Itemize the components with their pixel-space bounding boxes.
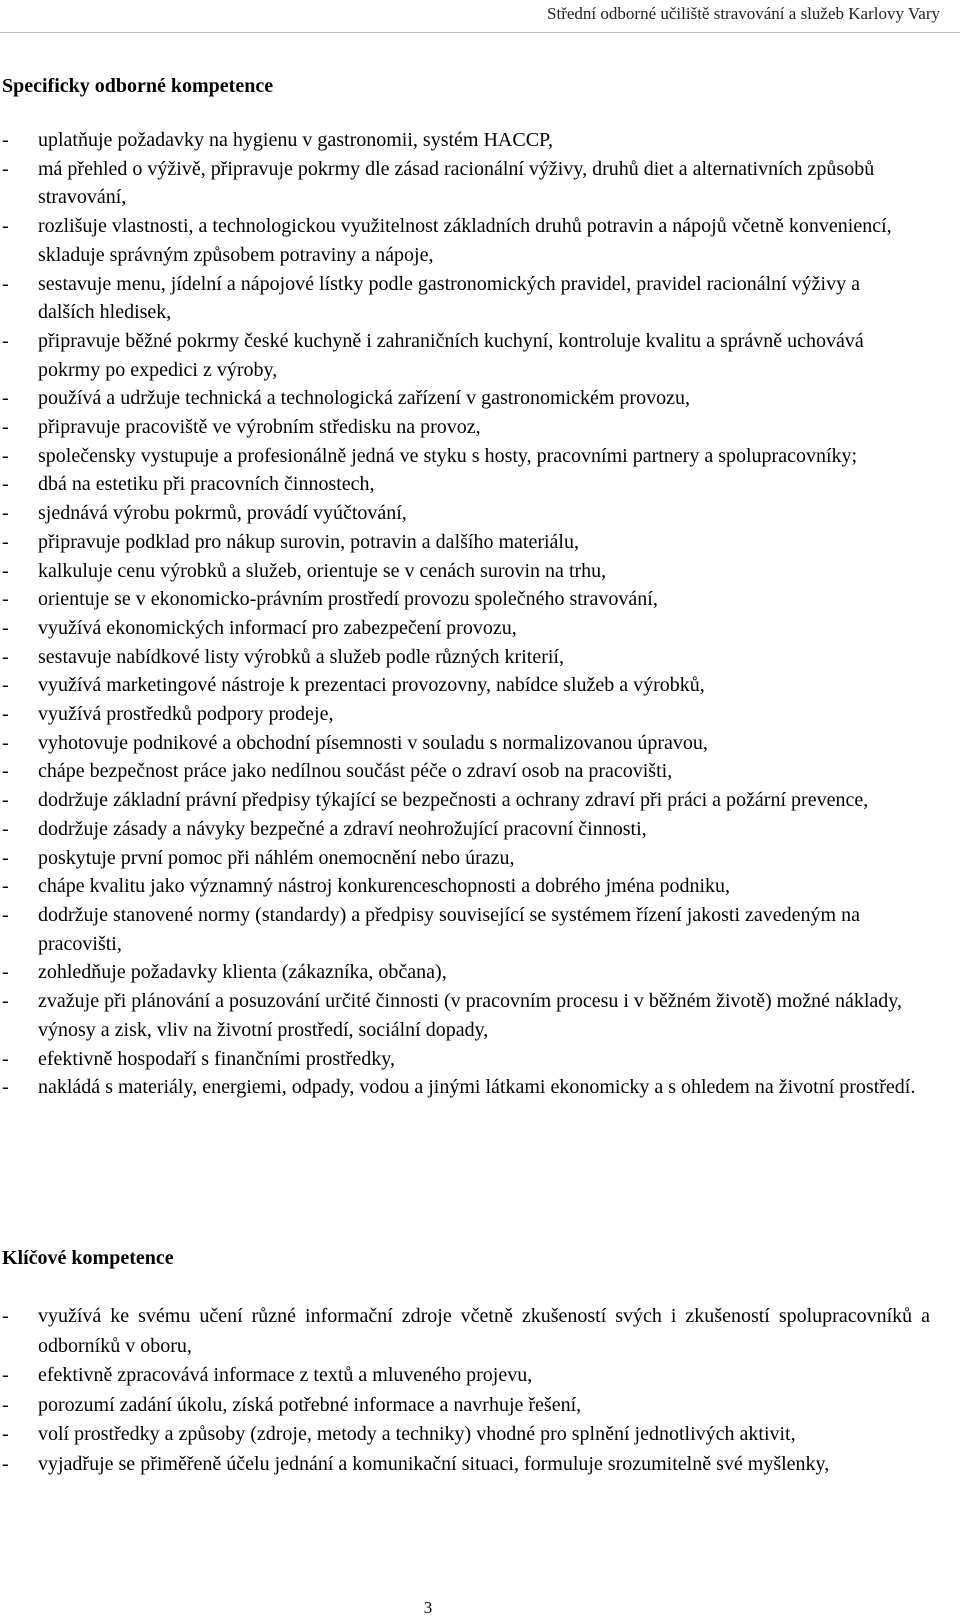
list-item-text: dodržuje zásady a návyky bezpečné a zdraví neohrožující pracovní činnosti, [38, 817, 647, 840]
list-item-text: chápe bezpečnost práce jako nedílnou součást péče o zdraví osob na pracovišti, [38, 760, 673, 783]
list-dash: - [2, 846, 9, 869]
list-item-text: kalkuluje cenu výrobků a služeb, orientuje se v cenách surovin na trhu, [38, 559, 607, 582]
list-item-text: připravuje podklad pro nákup surovin, potravin a dalšího materiálu, [38, 530, 579, 553]
list-dash: - [2, 157, 9, 180]
list-item-text: dodržuje základní právní předpisy týkající se bezpečnosti a ochrany zdraví při práci a požární prevence, [38, 789, 869, 812]
list-item [0, 1073, 920, 1102]
list-dash: - [2, 645, 9, 668]
list-item-text: dbá na estetiku při pracovních činnostech, [38, 473, 375, 496]
list-item [0, 212, 920, 269]
list-item [0, 815, 920, 844]
list-item [0, 155, 920, 212]
list-item-text: využívá marketingové nástroje k prezentaci provozovny, nabídce služeb a výrobků, [38, 674, 705, 697]
list-item-text: využívá prostředků podpory prodeje, [38, 703, 334, 726]
list-dash: - [2, 875, 9, 898]
list-dash: - [2, 731, 9, 754]
list-dash: - [2, 129, 9, 151]
list-dash: - [2, 559, 9, 582]
list-item [0, 700, 920, 729]
list-item [0, 614, 920, 643]
document-header: Střední odborné učiliště stravování a služeb Karlovy Vary [547, 4, 940, 23]
list-item [0, 126, 920, 155]
list-dash: - [2, 1364, 9, 1386]
list-item-text: dodržuje stanovené normy (standardy) a předpisy související se systémem řízení jakosti zavedeným na pracovišti, [38, 903, 860, 955]
section-title-specific: Specificky odborné kompetence [2, 75, 274, 97]
list-dash: - [2, 703, 9, 726]
list-item [0, 413, 920, 442]
list-item [0, 1361, 930, 1391]
list-dash: - [2, 272, 9, 295]
list-item [0, 1391, 930, 1421]
list-item-text: vyhotovuje podnikové a obchodní písemnosti v souladu s normalizovanou úpravou, [38, 731, 708, 754]
list-item [0, 872, 920, 901]
list-item [0, 671, 920, 700]
list-dash: - [2, 990, 9, 1013]
list-item [0, 499, 920, 528]
list-dash: - [2, 961, 9, 984]
list-item-text: volí prostředky a způsoby (zdroje, metody a techniky) vhodné pro splnění jednotlivých aktivit, [38, 1423, 796, 1445]
list-item-text: sestavuje menu, jídelní a nápojové lístky podle gastronomických pravidel, pravidel racionální výživy a dalších hledisek, [38, 272, 860, 324]
list-item [0, 270, 920, 327]
list-item-text: zohledňuje požadavky klienta (zákazníka, občana), [38, 961, 447, 984]
list-item-text: uplatňuje požadavky na hygienu v gastronomii, systém HACCP, [38, 129, 553, 151]
list-item [0, 643, 920, 672]
list-dash: - [2, 1047, 9, 1070]
list-item-text: sjednává výrobu pokrmů, provádí vyúčtování, [38, 502, 407, 525]
list-item-text: porozumí zadání úkolu, získá potřebné informace a navrhuje řešení, [38, 1393, 582, 1416]
list-item-text: chápe kvalitu jako významný nástroj konkurenceschopnosti a dobrého jména podniku, [38, 875, 731, 898]
list-item-text: orientuje se v ekonomicko-právním prostředí provozu společného stravování, [38, 588, 658, 611]
list-item [0, 1302, 930, 1361]
list-dash: - [2, 817, 9, 840]
list-item-text: poskytuje první pomoc při náhlém onemocnění nebo úrazu, [38, 846, 515, 869]
list-dash: - [2, 588, 9, 611]
list-item-text: sestavuje nabídkové listy výrobků a služeb podle různých kriterií, [38, 645, 564, 668]
list-item [0, 1420, 930, 1450]
list-item-text: rozlišuje vlastnosti, a technologickou využitelnost základních druhů potravin a nápojů včetně konveniencí, skladuje správným způsobem potraviny a nápoje, [38, 215, 892, 266]
specific-competences-list [0, 126, 920, 1102]
page-number: 3 [423, 1598, 433, 1617]
key-competences-list [0, 1302, 930, 1479]
list-dash: - [2, 473, 9, 496]
list-dash: - [2, 444, 9, 467]
list-item-text: zvažuje při plánování a posuzování určité činnosti (v pracovním procesu i v běžném životě) možné náklady, výnosy a zisk, vliv na životní prostředí, sociální dopady, [38, 990, 902, 1041]
list-dash: - [2, 903, 9, 926]
list-dash: - [2, 1393, 9, 1416]
list-item-text: efektivně hospodaří s finančními prostředky, [38, 1047, 395, 1070]
list-item [0, 384, 920, 413]
list-item [0, 327, 920, 384]
list-item [0, 901, 920, 958]
list-dash: - [2, 674, 9, 697]
list-item-text: společensky vystupuje a profesionálně jedná ve styku s hosty, pracovními partnery a spolupracovníky; [38, 444, 858, 467]
list-item [0, 1450, 930, 1480]
list-dash: - [2, 1305, 9, 1327]
list-dash: - [2, 789, 9, 812]
list-item-text: používá a udržuje technická a technologická zařízení v gastronomickém provozu, [38, 387, 690, 410]
list-item-text: má přehled o výživě, připravuje pokrmy dle zásad racionální výživy, druhů diet a alternativních způsobů stravování, [38, 157, 875, 209]
list-dash: - [2, 1452, 9, 1475]
list-item [0, 987, 920, 1044]
list-dash: - [2, 616, 9, 639]
list-item [0, 958, 920, 987]
list-item [0, 786, 920, 815]
list-item-text: nakládá s materiály, energiemi, odpady, vodou a jinými látkami ekonomicky a s ohledem na životní prostředí. [38, 1076, 916, 1099]
list-dash: - [2, 530, 9, 553]
list-item-text: využívá ke svému učení různé informační zdroje včetně zkušeností svých i zkušeností spolupracovníků a odborníků v oboru, [38, 1305, 930, 1357]
list-item [0, 757, 920, 786]
list-item-text: připravuje pracoviště ve výrobním středisku na provoz, [38, 416, 481, 439]
list-dash: - [2, 1423, 9, 1445]
list-item-text: vyjadřuje se přiměřeně účelu jednání a komunikační situaci, formuluje srozumitelně své myšlenky, [38, 1452, 830, 1475]
list-item [0, 442, 920, 471]
list-dash: - [2, 1076, 9, 1099]
header-divider [0, 32, 960, 33]
list-item [0, 585, 920, 614]
list-item [0, 729, 920, 758]
list-dash: - [2, 416, 9, 439]
list-dash: - [2, 760, 9, 783]
list-item-text: využívá ekonomických informací pro zabezpečení provozu, [38, 616, 517, 639]
list-dash: - [2, 215, 9, 238]
list-item [0, 528, 920, 557]
list-item [0, 1045, 920, 1074]
list-dash: - [2, 329, 9, 352]
list-item [0, 844, 920, 873]
list-dash: - [2, 387, 9, 410]
list-item-text: efektivně zpracovává informace z textů a mluveného projevu, [38, 1364, 533, 1386]
list-item [0, 470, 920, 499]
list-item-text: připravuje běžné pokrmy české kuchyně i zahraničních kuchyní, kontroluje kvalitu a správně uchovává pokrmy po expedici z výroby, [38, 329, 864, 381]
list-dash: - [2, 502, 9, 525]
list-item [0, 557, 920, 586]
section-title-key: Klíčové kompetence [2, 1247, 174, 1269]
